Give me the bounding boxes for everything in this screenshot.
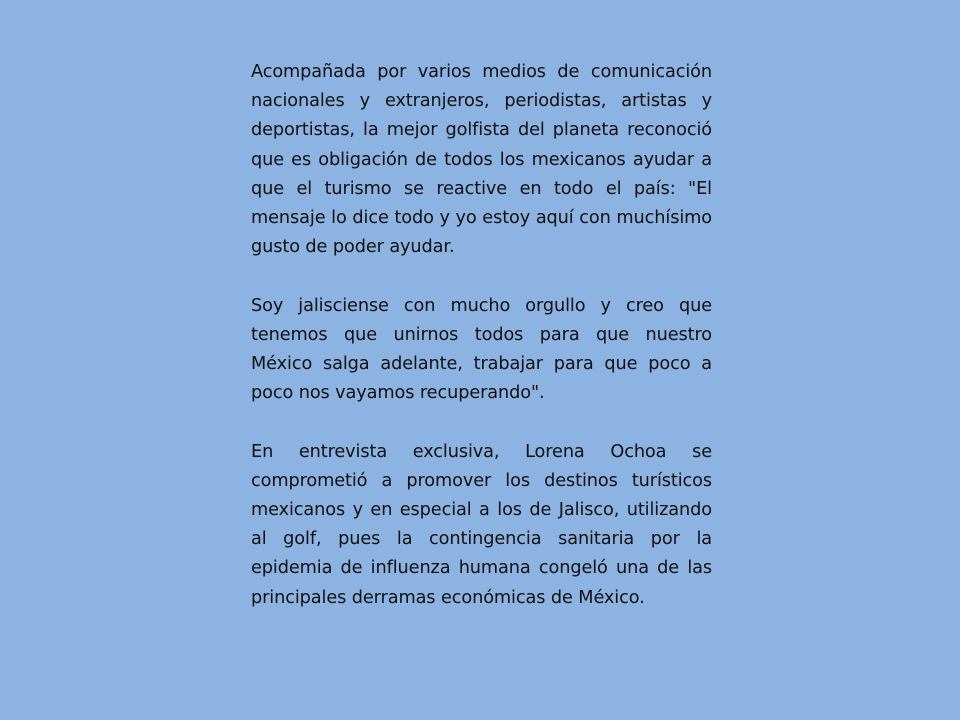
article-text-block <box>251 58 712 613</box>
paragraph-1: Acompañada por varios medios de comunicación nacionales y extranjeros, periodistas, artistas y deportistas, la mejor golfista del planeta reconoció que es obligación de todos los mexicanos ayudar a que el turismo se reactive en todo el país: "El mensaje lo dice todo y yo estoy aquí con muchísimo gusto de poder ayudar. <box>251 62 712 258</box>
paragraph-2: Soy jalisciense con mucho orgullo y creo que tenemos que unirnos todos para que nuestro México salga adelante, trabajar para que poco a poco nos vayamos recuperando". <box>251 295 712 404</box>
paragraph-3: En entrevista exclusiva, Lorena Ochoa se comprometió a promover los destinos turísticos mexicanos y en especial a los de Jalisco, utilizando al golf, pues la contingencia sanitaria por la epidemia de influenza humana congeló una de las principales derramas económicas de México. <box>251 441 712 608</box>
